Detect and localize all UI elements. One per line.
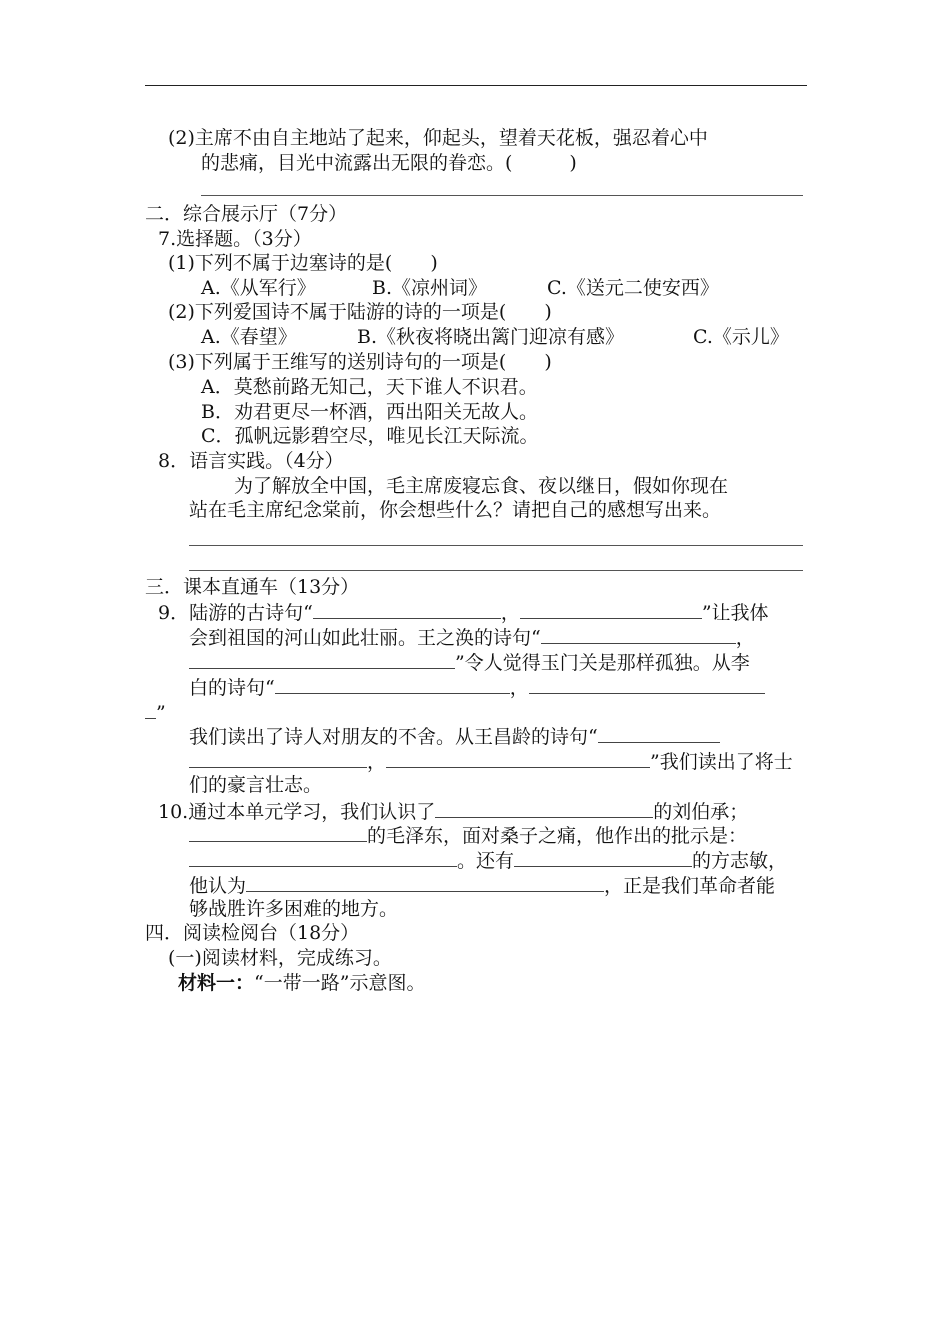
- q10-line5: 够战胜许多困难的地方。: [189, 898, 399, 920]
- q7-sub3-option-b: B．劝君更尽一杯酒，西出阳关无故人。: [201, 401, 538, 423]
- answer-line: [189, 570, 803, 571]
- q6-item2-line1: (2)主席不由自主地站了起来，仰起头，望着天花板，强忍着心中: [168, 127, 708, 149]
- q9-text: ，: [500, 602, 520, 624]
- q10-text: ，正是我们革命者能: [604, 875, 776, 897]
- q7-sub1-question: (1)下列不属于边塞诗的是( ): [168, 252, 438, 274]
- q10-line2: [189, 822, 747, 848]
- q7-sub1-option-a: A.《从军行》: [201, 277, 316, 299]
- fill-blank[interactable]: [246, 872, 604, 892]
- q7-sub2-option-b: B.《秋夜将晓出篱门迎凉有感》: [357, 326, 625, 348]
- q10-text: 10.通过本单元学习，我们认识了: [158, 801, 436, 823]
- q10-line3: [189, 847, 787, 873]
- fill-blank[interactable]: [529, 674, 765, 694]
- q7-sub3-option-a: A．莫愁前路无知己，天下谁人不识君。: [201, 376, 538, 398]
- q9-line6: [189, 723, 720, 749]
- q9-line1: [158, 599, 769, 625]
- answer-line: [189, 545, 803, 546]
- q10-text: 他认为: [189, 875, 247, 897]
- q7-stem: 7.选择题。（3分）: [158, 228, 312, 250]
- q10-line4: [189, 872, 775, 898]
- fill-blank[interactable]: [189, 748, 367, 768]
- fill-blank[interactable]: [189, 822, 367, 842]
- q9-line5: [145, 699, 166, 725]
- q7-sub3-question: (3)下列属于王维写的送别诗句的一项是( ): [168, 351, 552, 373]
- q10-text: 。还有: [457, 850, 515, 872]
- fill-blank[interactable]: [275, 674, 510, 694]
- q10-text: 的刘伯承；: [653, 801, 749, 823]
- fill-blank[interactable]: [145, 699, 156, 719]
- q10-line1: [158, 798, 748, 824]
- material-caption: [178, 971, 425, 995]
- section2-heading: 二．综合展示厅（7分）: [145, 203, 348, 225]
- material-label: 材料一：: [178, 972, 255, 994]
- header-rule: [145, 85, 807, 86]
- q9-text: ”: [156, 702, 166, 724]
- fill-blank[interactable]: [541, 624, 736, 644]
- q9-line3: [189, 649, 750, 675]
- q9-text: ，: [509, 677, 529, 699]
- q9-text: 会到祖国的河山如此壮丽。王之涣的诗句“: [189, 627, 541, 649]
- fill-blank[interactable]: [189, 847, 457, 867]
- q9-text: ”让我体: [701, 602, 769, 624]
- q8-text-line1: 为了解放全中国，毛主席废寝忘食、夜以继日，假如你现在: [234, 475, 729, 497]
- fill-blank[interactable]: [520, 599, 702, 619]
- q7-sub1-option-c: C.《送元二使安西》: [547, 277, 719, 299]
- q9-text: ”令人觉得玉门关是那样孤独。从李: [455, 652, 750, 674]
- section4-heading: 四．阅读检阅台（18分）: [145, 922, 360, 944]
- q9-text: 白的诗句“: [189, 677, 275, 699]
- q9-text: ，: [735, 627, 755, 649]
- reading-subsection: (一)阅读材料，完成练习。: [168, 947, 392, 969]
- q8-text-line2: 站在毛主席纪念棠前，你会想些什么？请把自己的感想写出来。: [189, 499, 722, 521]
- fill-blank[interactable]: [598, 723, 720, 743]
- q9-text: ，: [367, 751, 387, 773]
- q9-line4: [189, 674, 765, 700]
- fill-blank[interactable]: [189, 649, 455, 669]
- section3-heading: 三．课本直通车（13分）: [145, 576, 360, 598]
- q8-stem: 8．语言实践。（4分）: [158, 450, 344, 472]
- q7-sub3-option-c: C．孤帆远影碧空尽，唯见长江天际流。: [201, 425, 539, 447]
- answer-line: [201, 195, 803, 196]
- fill-blank[interactable]: [386, 748, 650, 768]
- material-text: “一带一路”示意图。: [254, 972, 426, 994]
- q10-text: 的方志敏，: [692, 850, 788, 872]
- q7-sub2-option-c: C.《示儿》: [693, 326, 789, 348]
- fill-blank[interactable]: [514, 847, 692, 867]
- q7-sub1-option-b: B.《凉州词》: [372, 277, 488, 299]
- q7-sub2-option-a: A.《春望》: [201, 326, 297, 348]
- fill-blank[interactable]: [313, 599, 501, 619]
- q6-item2-line2: 的悲痛，目光中流露出无限的眷恋。( ): [201, 152, 577, 174]
- q9-line8: 们的豪言壮志。: [189, 774, 323, 796]
- q9-text: ”我们读出了将士: [650, 751, 793, 773]
- fill-blank[interactable]: [435, 798, 653, 818]
- q9-text: 我们读出了诗人对朋友的不舍。从王昌龄的诗句“: [189, 726, 598, 748]
- q9-line7: [189, 748, 793, 774]
- q7-sub2-question: (2)下列爱国诗不属于陆游的诗的一项是( ): [168, 301, 552, 323]
- q9-line2: [189, 624, 755, 650]
- q9-text: 9．陆游的古诗句“: [158, 602, 313, 624]
- q10-text: 的毛泽东，面对桑子之痛，他作出的批示是：: [367, 825, 748, 847]
